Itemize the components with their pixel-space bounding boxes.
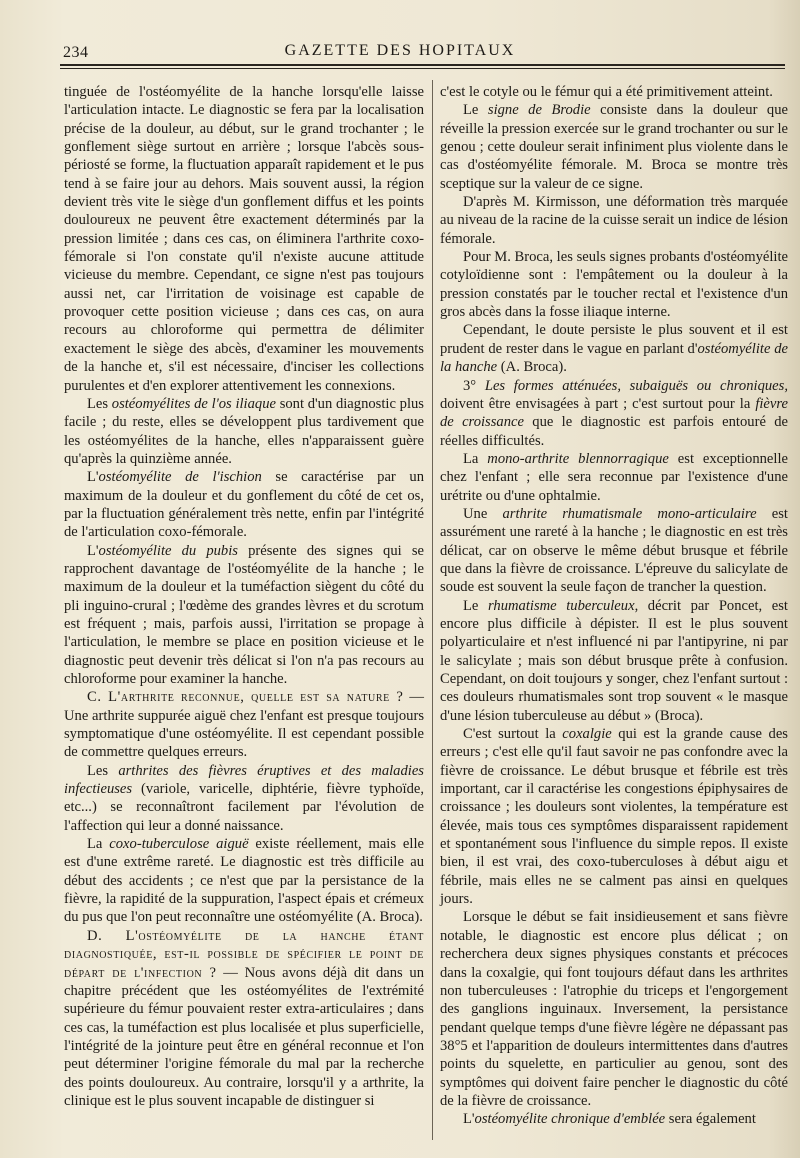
text-run: sera également bbox=[665, 1111, 756, 1128]
header-rule-thin bbox=[60, 68, 785, 69]
paragraph bbox=[440, 725, 788, 908]
text-run: , décrit par Poncet, est encore plus difficile à dépister. Il est le plus souvent polyarticulaire et n'est influencé ni par l'antipyrine, ni par le salicylate ; mais son début brusque prête à confusion. Cependant, on doit toujours y songer, chez l'enfant surtout : ces douleurs rhumatismales sont trop souvent « le masque d'une lésion tuberculeuse au début » (Broca). bbox=[440, 597, 788, 724]
text-run: Une bbox=[463, 505, 503, 522]
paragraph bbox=[64, 542, 424, 689]
text-run: Les bbox=[87, 762, 119, 779]
text-run: est assurément une rareté à la hanche ; le diagnostic en est très délicat, car on observe le même début brusque et fébrile que dans la fièvre de croissance. L'épreuve du salicylate de soude est souvent la seule façon de trancher la question. bbox=[440, 505, 788, 596]
text-run: L' bbox=[87, 542, 99, 559]
text-run: — Nous avons déjà dit dans un chapitre précédent que les ostéomyélites de l'extrémité supérieure du fémur pouvaient rester extra-articulaires ; dans ces cas, la tuméfaction est plus localisée et plus superficielle, l'intégrité de la jointure peut être en général reconnue et l'on peut déterminer l'origine fémorale du mal par la recherche des points douloureux. Au contraire, lorsqu'il y a arthrite, la clinique est le plus souvent incapable de distinguer si bbox=[64, 964, 424, 1109]
text-run: Les bbox=[87, 395, 112, 412]
text-run: qui est la grande cause des erreurs ; c'est elle qu'il faut savoir ne pas confondre avec la fièvre de croissance. Le début brusque et fébrile est très important, car il caractérise les congestions épiphysaires de croissance ; les douleurs sont violentes, la température est élevée, mais tous ces symptômes disparaissent rapidement et spontanément sous l'influence du simple repos. Il existe bien, il est vrai, des coxo-tuberculoses à début aigu et fébrile, mais elles ne se calment pas ainsi en quelques jours. bbox=[440, 726, 788, 908]
italic-term: arthrites des fièvres éruptives et des maladies infectieuses bbox=[64, 762, 424, 798]
page-number: 234 bbox=[63, 44, 89, 61]
text-run: présente des signes qui se rapprochent davantage de l'ostéomyélite de la hanche ; le maximum de la douleur et la tuméfaction siègent du côté du pli inguino-crural ; l'œdème des grandes lèvres et du scrotum est fréquent ; mais, parfois aussi, l'irritation se propage à l'articulation, le membre se place en position vicieuse et le diagnostic peut devenir très délicat si l'on n'a pas recours au chloroforme pour examiner la hanche. bbox=[64, 542, 424, 687]
italic-term: ostéomyélite du pubis bbox=[98, 542, 238, 559]
paragraph bbox=[440, 908, 788, 1110]
text-run: L' bbox=[87, 469, 99, 486]
paragraph bbox=[440, 505, 788, 597]
text-run: Lorsque le début se fait insidieusement et sans fièvre notable, le diagnostic est encore plus délicat ; on recherchera deux signes physiques constants et précoces dans la coxalgie, qui font toujours défaut dans les arthrites non tuberculeuses : l'atrophie du triceps et l'engorgement des ganglions inguinaux. Inversement, la persistance pendant quelque temps d'une fièvre légère ne dépassant pas 38°5 et l'apparition de douleurs intermittentes dans d'autres points du squelette, en particulier au genou, sont des symptômes qui doivent faire pencher le diagnostic du côté de la fièvre de croissance. bbox=[440, 909, 788, 1109]
text-run: est exceptionnelle chez l'enfant ; elle sera reconnue par l'existence d'une urétrite ou d'une ophtalmie. bbox=[440, 450, 788, 504]
text-run: tinguée de l'ostéomyélite de la hanche lorsqu'elle laisse l'articulation intacte. Le diagnostic se fera par la localisation précise de la douleur, au début, sur le grand trochanter ; le gonflement siège surtout en arrière ; lorsque l'abcès sous-périosté se forme, la fluctuation apparaît rapidement et le pus tend à se faire jour au dehors. Mais souvent aussi, la région devient très vite le siège d'un gonflement diffus et les points douloureux ne peuvent être exactement déterminés par la pression limitée ; dans ces cas, on éliminera l'arthrite coxo-fémorale si l'on constate qu'il n'existe aucune attitude vicieuse du membre. Cependant, ce signe n'est pas toujours aussi net, car l'irritation de voisinage est capable de provoquer cette position vicieuse ; dans ces cas, on aura recours au chloroforme qui permettra de délimiter exactement le siège des abcès, d'examiner les mouvements de la hanche et, s'il est nécessaire, d'inciser les collections purulentes et d'en explorer attentivement les connexions. bbox=[64, 84, 424, 394]
text-run: Pour M. Broca, les seuls signes probants d'ostéomyélite cotyloïdienne sont : l'empâtement ou la douleur à la pression constatés par le toucher rectal et l'existence d'un gros abcès dans la fosse iliaque interne. bbox=[440, 249, 788, 321]
text-run: Cependant, le doute persiste le plus souvent et il est prudent de rester dans le vague en parlant d' bbox=[440, 322, 788, 357]
text-run: sont d'un diagnostic plus facile ; du reste, elles se développent plus tardivement que les ostéomyélites de la hanche, elles n'apparaissent guère qu'après la quinzième année. bbox=[64, 395, 424, 467]
paragraph bbox=[64, 762, 424, 835]
paragraph bbox=[64, 468, 424, 541]
paragraph bbox=[64, 688, 424, 761]
text-run: L' bbox=[463, 1111, 475, 1128]
italic-term: rhumatisme tuberculeux bbox=[487, 597, 635, 614]
text-run: (variole, varicelle, diphtérie, fièvre typhoïde, etc...) se reconnaîtront facilement par l'évolution de l'affection qui leur a donné naissance. bbox=[64, 781, 424, 834]
paragraph bbox=[64, 927, 424, 1110]
paragraph bbox=[440, 101, 788, 193]
text-run: La bbox=[463, 450, 488, 467]
italic-term: ostéomyélite de la hanche bbox=[440, 340, 788, 376]
text-run: doivent être envisagées à part ; c'est surtout pour la bbox=[440, 395, 756, 412]
paragraph bbox=[440, 193, 788, 248]
italic-term: ostéomyélite chronique d'emblée bbox=[474, 1111, 666, 1128]
paragraph bbox=[64, 835, 424, 927]
text-run: C'est surtout la bbox=[463, 726, 563, 743]
paragraph bbox=[64, 395, 424, 468]
text-run: que le diagnostic est parfois entouré de réelles difficultés. bbox=[440, 414, 789, 449]
paragraph bbox=[440, 1110, 788, 1128]
paragraph bbox=[440, 83, 788, 101]
paragraph bbox=[440, 597, 788, 725]
italic-term: fièvre de croissance bbox=[440, 395, 788, 431]
running-title: GAZETTE DES HOPITAUX bbox=[284, 42, 516, 59]
text-run: 3° bbox=[463, 377, 485, 394]
text-run: La bbox=[87, 836, 110, 853]
text-run: consiste dans la douleur que réveille la pression exercée sur le grand trochanter ou sur le genou ; cette douleur serait infiniment plus violente dans le cas d'ostéomyélite fémorale. M. Broca se montre très sceptique sur la valeur de ce signe. bbox=[440, 102, 788, 192]
italic-term: ostéomyélites de l'os iliaque bbox=[111, 395, 276, 412]
italic-term: coxalgie bbox=[562, 726, 612, 743]
header-rule bbox=[60, 64, 785, 66]
text-run: existe réellement, mais elle est d'une extrême rareté. Le diagnostic est très difficile au début des accidents ; ce n'est que par la persistance de la fièvre, la rapidité de la suppuration, l'aspect épais et crémeux du pus que l'on peut reconnaître une ostéomyélite (A. Broca). bbox=[64, 836, 424, 926]
text-run: D'après M. Kirmisson, une déformation très marquée au niveau de la racine de la cuisse serait un indice de lésion fémorale. bbox=[440, 194, 788, 247]
section-heading: D. L'ostéomyélite de la hanche étant diagnostiquée, est-il possible de spécifier le point de départ de l'infection ? bbox=[64, 927, 424, 981]
text-run: c'est le cotyle ou le fémur qui a été primitivement atteint. bbox=[440, 84, 773, 100]
italic-term: signe de Brodie bbox=[487, 102, 591, 119]
column-divider bbox=[432, 80, 433, 1140]
text-run: Le bbox=[463, 597, 488, 614]
section-heading: C. L'arthrite reconnue, quelle est sa nature ? bbox=[87, 689, 404, 706]
paragraph bbox=[440, 377, 788, 450]
left-column bbox=[64, 83, 424, 1110]
text-run: Le bbox=[463, 102, 488, 119]
paragraph bbox=[64, 83, 424, 395]
text-run: se caractérise par un maximum de la douleur et du gonflement du côté de cet os, par la fluctuation généralement très nette, enfin par l'intégrité de l'articulation coxo-fémorale. bbox=[64, 469, 424, 541]
paragraph bbox=[440, 321, 788, 376]
italic-term: Les formes atténuées, subaiguës ou chroniques, bbox=[484, 377, 788, 394]
italic-term: ostéomyélite de l'ischion bbox=[98, 469, 262, 486]
italic-term: coxo-tuberculose aiguë bbox=[109, 836, 249, 853]
text-run: (A. Broca). bbox=[497, 359, 567, 376]
right-column bbox=[440, 83, 788, 1129]
italic-term: arthrite rhumatismale mono-articulaire bbox=[502, 505, 757, 522]
text-run: — Une arthrite suppurée aiguë chez l'enfant est presque toujours symptomatique d'une ostéomyélite. Il est cependant possible de commettre quelques erreurs. bbox=[64, 689, 424, 761]
paragraph bbox=[440, 248, 788, 321]
italic-term: mono-arthrite blennorragique bbox=[487, 450, 669, 467]
paragraph bbox=[440, 450, 788, 505]
